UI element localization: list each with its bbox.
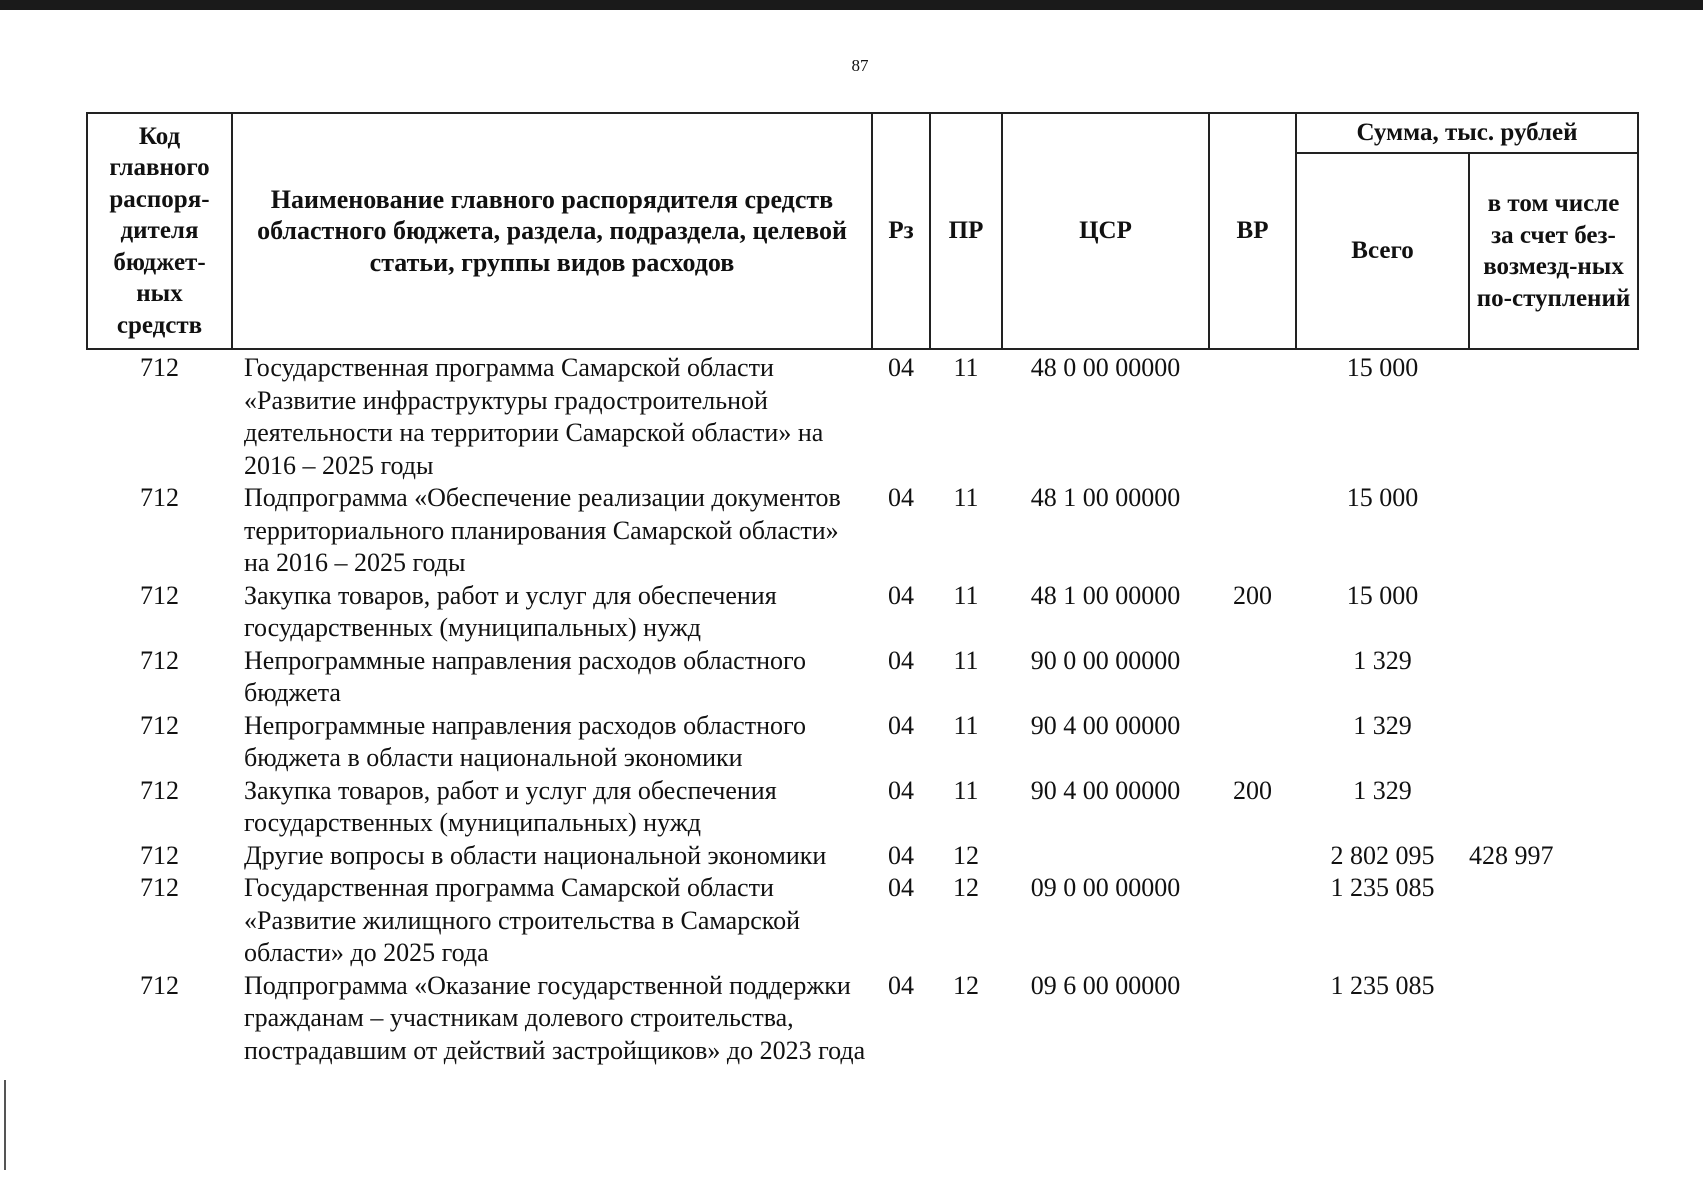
cell-csr: 48 1 00 00000 bbox=[1030, 580, 1181, 610]
cell-vr bbox=[1209, 645, 1296, 710]
cell-csr: 90 4 00 00000 bbox=[1030, 710, 1181, 740]
cell-name: Подпрограмма «Оказание государственной поддержки гражданам – участникам долевого строительства, пострадавшим от действий застройщиков» до 2023 года bbox=[244, 970, 866, 1065]
cell-total: 15 000 bbox=[1346, 580, 1419, 610]
top-scan-border bbox=[0, 0, 1703, 10]
table-row bbox=[87, 840, 1638, 873]
scan-artifact bbox=[4, 1080, 6, 1170]
header-code: Код главного распоря-дителя бюджет-ных средств bbox=[87, 113, 232, 349]
header-pr: ПР bbox=[930, 113, 1002, 349]
cell-code: 712 bbox=[140, 873, 179, 902]
cell-grants bbox=[1469, 872, 1638, 970]
cell-total: 1 235 085 bbox=[1330, 873, 1435, 902]
cell-rz: 04 bbox=[888, 353, 914, 382]
cell-total: 15 000 bbox=[1346, 353, 1419, 382]
cell-csr: 09 6 00 00000 bbox=[1030, 970, 1181, 1000]
cell-rz: 04 bbox=[888, 580, 914, 610]
cell-pr: 11 bbox=[953, 645, 979, 675]
table-row bbox=[87, 349, 1638, 482]
cell-grants bbox=[1469, 970, 1638, 1068]
cell-vr bbox=[1209, 872, 1296, 970]
cell-code: 712 bbox=[140, 710, 179, 740]
table-body bbox=[87, 349, 1638, 1067]
cell-grants bbox=[1469, 482, 1638, 580]
table-row bbox=[87, 645, 1638, 710]
table-row bbox=[87, 775, 1638, 840]
cell-rz: 04 bbox=[888, 645, 914, 675]
cell-name: Государственная программа Самарской области «Развитие инфраструктуры градостроительной деятельности на территории Самарской области» на 2016 – 2025 годы bbox=[244, 353, 824, 480]
cell-rz: 04 bbox=[888, 970, 914, 1000]
cell-code: 712 bbox=[140, 970, 179, 1000]
cell-pr: 11 bbox=[953, 483, 979, 512]
header-total: Всего bbox=[1296, 153, 1469, 349]
cell-grants bbox=[1469, 775, 1638, 840]
cell-csr: 48 1 00 00000 bbox=[1030, 483, 1181, 512]
cell-vr bbox=[1209, 349, 1296, 482]
cell-code: 712 bbox=[140, 353, 179, 382]
cell-total: 1 329 bbox=[1353, 775, 1412, 805]
cell-total: 15 000 bbox=[1346, 483, 1419, 512]
table-row bbox=[87, 872, 1638, 970]
header-name: Наименование главного распорядителя средств областного бюджета, раздела, подраздела, целевой статьи, группы видов расходов bbox=[232, 113, 872, 349]
cell-grants bbox=[1469, 349, 1638, 482]
cell-code: 712 bbox=[140, 645, 179, 675]
header-grants: в том числе за счет без-возмезд-ных по-ступлений bbox=[1469, 153, 1638, 349]
cell-name: Закупка товаров, работ и услуг для обеспечения государственных (муниципальных) нужд bbox=[244, 775, 777, 837]
cell-pr: 12 bbox=[953, 873, 979, 902]
budget-table bbox=[86, 112, 1639, 1067]
header-vr: ВР bbox=[1209, 113, 1296, 349]
cell-total: 1 329 bbox=[1353, 645, 1412, 675]
table-row bbox=[87, 482, 1638, 580]
cell-code: 712 bbox=[140, 775, 179, 805]
cell-csr: 48 0 00 00000 bbox=[1030, 353, 1181, 382]
page-number: 87 bbox=[851, 56, 869, 75]
cell-rz: 04 bbox=[888, 775, 914, 805]
cell-rz: 04 bbox=[888, 483, 914, 512]
cell-vr: 200 bbox=[1233, 775, 1272, 805]
cell-pr: 11 bbox=[953, 710, 979, 740]
cell-grants bbox=[1469, 580, 1638, 645]
cell-total: 1 329 bbox=[1353, 710, 1412, 740]
cell-rz: 04 bbox=[888, 840, 914, 870]
cell-grants bbox=[1469, 645, 1638, 710]
cell-code: 712 bbox=[140, 580, 179, 610]
cell-pr: 11 bbox=[953, 580, 979, 610]
cell-name: Государственная программа Самарской области «Развитие жилищного строительства в Самарской области» до 2025 года bbox=[244, 873, 800, 967]
table-row bbox=[87, 580, 1638, 645]
header-csr: ЦСР bbox=[1002, 113, 1209, 349]
cell-vr bbox=[1209, 840, 1296, 873]
cell-vr bbox=[1209, 482, 1296, 580]
cell-code: 712 bbox=[140, 840, 179, 870]
cell-grants bbox=[1469, 710, 1638, 775]
cell-csr: 90 4 00 00000 bbox=[1030, 775, 1181, 805]
cell-name: Непрограммные направления расходов областного бюджета bbox=[244, 645, 806, 707]
cell-vr bbox=[1209, 710, 1296, 775]
cell-total: 1 235 085 bbox=[1330, 970, 1435, 1000]
cell-rz: 04 bbox=[888, 710, 914, 740]
cell-vr bbox=[1209, 970, 1296, 1068]
cell-pr: 11 bbox=[953, 353, 979, 382]
cell-rz: 04 bbox=[888, 873, 914, 902]
cell-pr: 11 bbox=[953, 775, 979, 805]
cell-grants: 428 997 bbox=[1469, 840, 1554, 870]
cell-vr: 200 bbox=[1233, 580, 1272, 610]
header-rz: Рз bbox=[872, 113, 930, 349]
cell-pr: 12 bbox=[953, 840, 979, 870]
table-row bbox=[87, 710, 1638, 775]
cell-name: Закупка товаров, работ и услуг для обеспечения государственных (муниципальных) нужд bbox=[244, 580, 777, 642]
cell-csr: 09 0 00 00000 bbox=[1030, 873, 1181, 902]
cell-csr bbox=[1002, 840, 1209, 873]
table-header bbox=[87, 113, 1638, 349]
cell-code: 712 bbox=[140, 483, 179, 512]
cell-name: Непрограммные направления расходов областного бюджета в области национальной экономики bbox=[244, 710, 806, 772]
table-row bbox=[87, 970, 1638, 1068]
cell-csr: 90 0 00 00000 bbox=[1030, 645, 1181, 675]
cell-pr: 12 bbox=[953, 970, 979, 1000]
cell-name: Подпрограмма «Обеспечение реализации документов территориального планирования Самарской области» на 2016 – 2025 годы bbox=[244, 483, 841, 577]
cell-name: Другие вопросы в области национальной экономики bbox=[244, 840, 827, 870]
header-sum-group: Сумма, тыс. рублей bbox=[1296, 113, 1638, 153]
cell-total: 2 802 095 bbox=[1330, 840, 1435, 870]
